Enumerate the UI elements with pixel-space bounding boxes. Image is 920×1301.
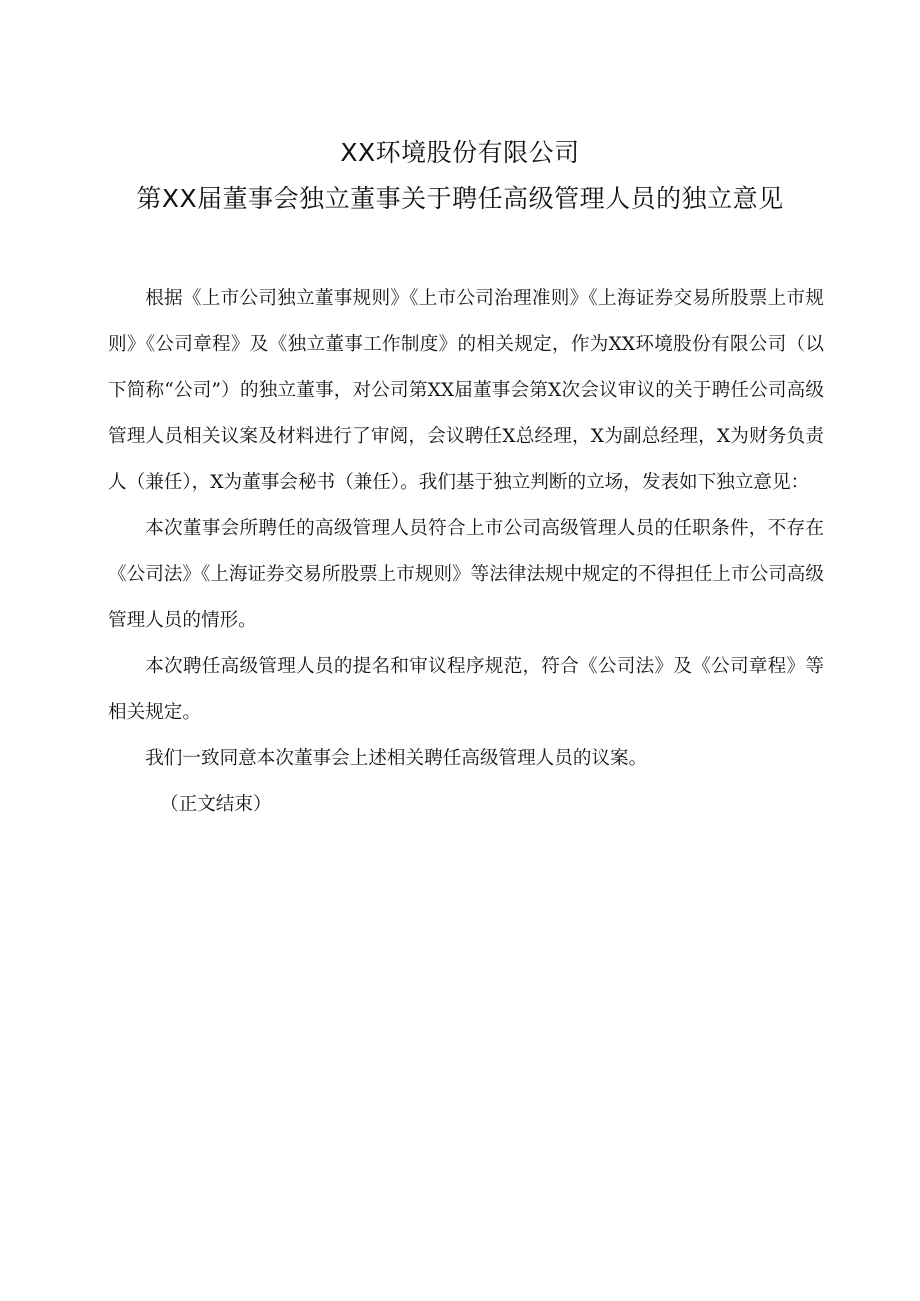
company-title: XX环境股份有限公司 xyxy=(340,138,580,167)
title-block xyxy=(0,130,920,222)
document-body xyxy=(108,276,824,828)
paragraph-qualification: 本次董事会所聘任的高级管理人员符合上市公司高级管理人员的任职条件，不存在《公司法》《上海证券交易所股票上市规则》等法律法规中规定的不得担任上市公司高级管理人员的情形。 xyxy=(108,518,824,631)
paragraph-agreement: 我们一致同意本次董事会上述相关聘任高级管理人员的议案。 xyxy=(145,748,648,769)
document-title: 第XX届董事会独立董事关于聘任高级管理人员的独立意见 xyxy=(136,184,784,213)
paragraph-basis: 根据《上市公司独立董事规则》《上市公司治理准则》《上海证券交易所股票上市规则》《公司章程》及《独立董事工作制度》的相关规定，作为XX环境股份有限公司（以下简称“公司”）的独立董事，对公司第XX届董事会第X次会议审议的关于聘任公司高级管理人员相关议案及材料进行了审阅，会议聘任X总经理，X为副总经理，X为财务负责人（兼任），X为董事会秘书（兼任）。我们基于独立判断的立场，发表如下独立意见： xyxy=(108,288,824,493)
paragraph-procedure: 本次聘任高级管理人员的提名和审议程序规范，符合《公司法》及《公司章程》等相关规定。 xyxy=(108,656,824,723)
end-of-text-note: （正文结束） xyxy=(160,794,272,815)
